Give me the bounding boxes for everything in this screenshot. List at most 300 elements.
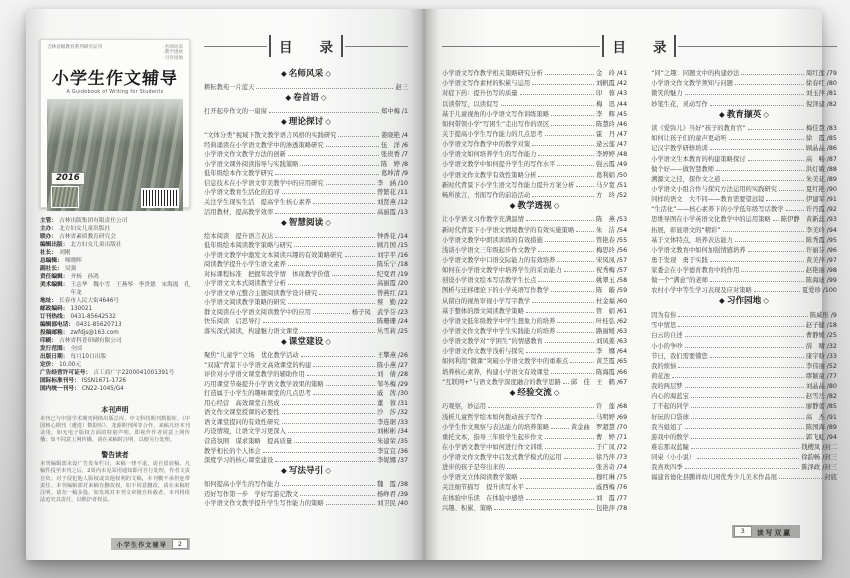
toc-entry — [651, 274, 837, 284]
toc-entry-author-page: 陈小燕 /27 — [376, 361, 408, 369]
dot-leader — [691, 418, 804, 419]
toc-entry-author-page: 曹 婷 /71 — [596, 433, 628, 441]
toc-entry-title: 新时代背景下小学语文情境教学的有效实施策略 — [442, 226, 575, 234]
dot-leader — [748, 160, 804, 161]
toc-entry-title: 我的烦恼 — [651, 362, 677, 370]
toc-entry — [442, 168, 627, 178]
masthead-label: 定价： — [40, 362, 58, 368]
toc-entry-title: 做个好——做智慧教师 — [651, 165, 715, 173]
toc-entry-title: 如何带领小学“写困生”走出写作的误区 — [442, 120, 550, 128]
toc-entry-title: 小学语文写作教学相关策略研究分析 — [442, 70, 543, 78]
left-page — [26, 9, 424, 560]
toc-entry-title: 小学生作文观察与表达能力的培养策略 — [442, 423, 550, 431]
toc-entry — [651, 410, 837, 420]
toc-entry-author-page: 钱樱凤 /封二 — [801, 443, 837, 451]
toc-entry — [651, 132, 837, 142]
toc-entry-title: “生活化”——核心素养下的小学低年级写话教学 — [651, 206, 784, 214]
toc-entry — [651, 152, 837, 162]
toc-entry-title: 低年级绘本阅读教学策略与研究 — [204, 242, 293, 250]
toc-entry-author-page: 刘晶晶 /80 — [805, 383, 837, 391]
toc-entry — [204, 297, 408, 307]
masthead-label: 地址： — [40, 298, 58, 304]
toc-entry-title: “双减”背景下小学语文高效课堂的构建 — [204, 361, 312, 369]
toc-entry — [442, 148, 627, 158]
dot-leader — [532, 196, 594, 197]
toc-entry — [204, 416, 408, 426]
toc-entry-title: 评价对小学语文课堂教学的辅助作用 — [204, 371, 305, 379]
masthead-row — [40, 313, 190, 321]
toc-entry-title: 绘本阅读 提升语言表达 — [204, 232, 274, 240]
toc-entry-title: 在体验中乐读 在体验中感悟 — [442, 494, 524, 502]
toc-entry-author-page: 徐春红 /80 — [805, 80, 837, 88]
toc-entry — [442, 128, 627, 138]
toc-entry-author-page: 丛雪莉 /25 — [376, 328, 408, 336]
toc-entry-title: 打开起步作文的一扇窗 — [204, 108, 267, 116]
toc-entry-author-page: 董 蓉 /31 — [376, 399, 408, 407]
left-page-number: 2 — [172, 539, 188, 549]
dot-leader — [288, 265, 375, 266]
toc-title: 目 录 — [602, 35, 676, 57]
toc-entry-title: 小学语文如何培养学生的写作能力 — [442, 151, 537, 159]
toc-entry — [442, 431, 627, 441]
dot-leader — [288, 303, 375, 304]
cover-series-text: 吉林省级教育系列研究证刊 — [47, 45, 103, 50]
toc-entry-author-page: 陈乐宁 /18 — [376, 261, 408, 269]
toc-entry-author-page: 王攀燕 /26 — [376, 352, 408, 360]
toc-entry-title: 用心经营 高效课堂自然成 — [204, 399, 280, 407]
dot-leader — [538, 155, 594, 156]
dot-leader — [576, 186, 594, 187]
statement-body: 本刊已与中国学术期刊网络出版总库、中文科技期刊数据库、《中国核心期刊（遴选）数据库》、龙源期刊网等合作，来稿凡经本刊录用，如无电子版权方面的特别声明，即视作作者同意上网传播；如不同意上网传播，请在来稿时注明，以便另行处理。 — [40, 416, 190, 444]
toc-title: 目 录 — [269, 35, 343, 57]
dot-leader — [526, 488, 594, 489]
toc-entry-author-page: 伊建军 /91 — [805, 196, 837, 204]
masthead-value: 北方妇女儿童出版社 — [70, 242, 122, 248]
dot-leader — [691, 438, 804, 439]
toc-entry-author-page: 黄金曲 罗超慧 /70 — [570, 423, 628, 431]
toc-entry-author-page: 许 莲 /68 — [596, 403, 628, 411]
dot-leader — [564, 458, 594, 459]
toc-entry — [204, 287, 408, 297]
toc-entry-author-page: 张贵香 /7 — [380, 151, 408, 159]
dot-leader — [282, 423, 375, 424]
masthead-label: 投稿邮箱： — [40, 330, 69, 336]
toc-entry-title: 培养核心素养，构建小学语文有效课堂 — [442, 368, 550, 376]
toc-entry-title: 对症下药：提升仿写的质量 — [442, 90, 518, 98]
dot-leader — [532, 145, 594, 146]
toc-entry — [442, 451, 627, 461]
toc-entry-title: 关于提高小学生写作能力的几点思考 — [442, 130, 543, 138]
toc-entry-author-page: 陈伊静 黄新蕊 /93 — [780, 216, 837, 224]
dot-leader — [576, 231, 594, 232]
toc-entry-author-page: 陈 璇 /59 — [596, 287, 628, 295]
toc-entry-author-page: 宋凤凤 /57 — [596, 257, 628, 265]
toc-entry-author-page: 叶桂弘 /62 — [596, 317, 628, 325]
masthead-value: 10.00元 — [59, 362, 82, 368]
toc-entry-title: “文体分类”视域下散文教学语言风格的实践研究 — [204, 132, 337, 140]
toc-entry-title: 聚焦“儿童学”立场 优化教学活动 — [204, 352, 299, 360]
toc-entry-author-page: 洪灯娥 /88 — [805, 165, 837, 173]
toc-entry — [651, 223, 837, 233]
toc-entry — [442, 244, 627, 254]
toc-entry — [651, 142, 837, 152]
masthead-value: CN22-1045/G4 — [81, 386, 124, 392]
cover-year-label: 2016 — [51, 172, 85, 185]
dot-leader — [294, 246, 375, 247]
toc-entry-author-page: 薛 晴 /32 — [805, 342, 837, 350]
toc-entry-author-page: 祝秀梅 /57 — [596, 267, 628, 275]
dot-leader — [532, 84, 594, 85]
toc-entry-author-page: 金 玲 /41 — [596, 70, 628, 78]
dot-leader — [332, 275, 375, 276]
dot-leader — [300, 495, 375, 496]
toc-entry-author-page: 夏红艳 /90 — [805, 186, 837, 194]
toc-entry-author-page: 刘卫民 /40 — [376, 500, 408, 508]
dot-leader — [313, 394, 375, 395]
toc-entry-author-page: 戚西梅 /76 — [596, 484, 628, 492]
toc-entry-author-page: 李连琚 /33 — [376, 418, 408, 426]
toc-entry-author-page: 顾月国 /15 — [376, 242, 408, 250]
toc-entry-author-page: 徐韵畅 /封三 — [801, 454, 837, 462]
toc-entry-author-page: 徐 霞 /85 — [805, 135, 837, 143]
toc-entry-author-page: 陈秀霞 /95 — [805, 236, 837, 244]
toc-entry — [651, 213, 837, 223]
masthead-value: 0431-85620713 — [76, 322, 122, 328]
masthead-row — [40, 369, 190, 377]
dot-leader — [557, 261, 594, 262]
toc-entry-author-page: 穆红琳 /75 — [596, 474, 628, 482]
toc-header — [204, 35, 408, 57]
toc-entry — [442, 67, 627, 77]
toc-entry-title: 基于整体的群文阅读教学策略 — [442, 307, 524, 315]
toc-entry-title: 如何在小学语文教学中培养学生的采访能力 — [442, 267, 562, 275]
toc-entry-title: 小学语文教学中口语交际能力的有效培养 — [442, 257, 556, 265]
toc-entry — [204, 168, 408, 178]
toc-entry — [204, 249, 408, 259]
toc-entry-author-page: 高 杰 /91 — [805, 413, 837, 421]
masthead-label: 副社长： — [40, 266, 63, 272]
toc-entry-title: 好玩的口袋球 — [651, 413, 689, 421]
toc-entry-title: 耕耘教苑一片蓝天 — [204, 84, 255, 92]
masthead-row — [40, 297, 190, 305]
toc-entry — [204, 278, 408, 288]
toc-entry-author-page: 曾繁花 /11 — [376, 189, 408, 197]
toc-entry-author-page: 陈海霞 /66 — [596, 368, 628, 376]
toc-entry — [442, 108, 627, 118]
dot-leader — [685, 347, 804, 348]
toc-entry — [204, 240, 408, 250]
dot-leader — [288, 284, 375, 285]
toc-entry-author-page: 朱美花 /89 — [805, 175, 837, 183]
masthead-label: 美术编辑： — [40, 282, 69, 288]
dot-leader — [685, 94, 804, 95]
toc-entry-title: 阅读教学提升小学生语文素养 — [204, 261, 286, 269]
toc-entry-title: 关注细节描写 提升读写水平 — [442, 484, 524, 492]
toc-entry-author-page: 高丽霞 /13 — [376, 208, 408, 216]
toc-entry — [651, 319, 837, 329]
dot-leader — [545, 438, 594, 439]
masthead-value: zwfdjs@163.com — [70, 330, 119, 336]
toc-entry — [651, 234, 837, 244]
toc-entry-title: 小学语文作文教学中启发式教学模式的运用 — [442, 454, 562, 462]
toc-entry — [442, 502, 627, 512]
toc-entry-author-page: 刘 霞 /77 — [596, 494, 628, 502]
toc-entry-title: 浅谈小学语文三年级起步作文教学 — [442, 246, 537, 254]
toc-entry-title: 小学语文作文教学方法的创新 — [204, 151, 286, 159]
toc-entry-author-page: 张善奇 /74 — [596, 464, 628, 472]
toc-entry — [204, 350, 408, 360]
toc-entry — [204, 187, 408, 197]
toc-entry-author-page: 朱建荣 /35 — [376, 438, 408, 445]
toc-entry — [651, 421, 837, 431]
toc-entry-title: 巧设情境，让语文学习更深入 — [204, 428, 286, 436]
toc-entry-title: 群文阅读在小学语文阅读教学中的应用 — [204, 308, 312, 316]
toc-entry — [442, 355, 627, 365]
toc-entry — [651, 254, 837, 264]
toc-entry-author-page: 陈 婷 /8 — [380, 160, 408, 168]
dot-leader — [300, 165, 379, 166]
masthead-row — [40, 345, 190, 353]
toc-entry-title: 迈好写作第一步 学好写游记散文 — [204, 490, 299, 498]
toc-entry — [442, 491, 627, 501]
masthead-value: 刘刚 — [59, 250, 71, 256]
toc-entry — [204, 106, 408, 116]
dot-leader — [520, 94, 594, 95]
toc-entry-title: 因为有你 — [651, 312, 677, 320]
toc-entry-author-page: 李 涵 /10 — [376, 179, 408, 187]
toc-entry-title: 教学相长的个人体会 — [204, 447, 261, 455]
dot-leader — [326, 146, 379, 147]
toc-entry-author-page: 李 娜 /64 — [596, 348, 628, 356]
toc-entry — [204, 445, 408, 455]
dot-leader — [722, 180, 804, 181]
toc-entry-title: 小学语文课外阅读指导与实践策略 — [204, 160, 299, 168]
toc-entry-author-page: 于广凤 /72 — [596, 443, 628, 451]
dot-leader — [678, 367, 804, 368]
toc-entry-title: 关注学生现实生活 提高学生核心素养 — [204, 198, 312, 206]
toc-entry-author-page: 邹冬梅 /29 — [376, 380, 408, 388]
toc-entry — [651, 264, 837, 274]
dot-leader — [691, 397, 804, 398]
toc-entry-title: 小学语文阅读教学策略的研究 — [204, 299, 286, 307]
toc-entry-author-page: 伍 洋 /6 — [380, 141, 408, 149]
toc-entry-title: 读《爱弥儿》当好“孩子的教育官” — [651, 125, 746, 133]
toc-entry-author-page: 廖静蕾 /85 — [805, 403, 837, 411]
toc-entry-title: “互联网+”与语文教学深度融合的教学思路 — [442, 378, 561, 386]
toc-entry-title: 福建省德化县鹏祥幼儿园优秀少儿美术作品展 — [651, 474, 778, 482]
toc-entry-author-page: 曹静媛 /25 — [805, 332, 837, 340]
toc-entry-title: 如何利用“微课”突破小学语文教学中的重难点 — [442, 358, 569, 366]
masthead-row — [40, 249, 190, 257]
dot-leader — [545, 342, 594, 343]
cover-topline — [47, 45, 183, 61]
masthead-row — [40, 353, 190, 361]
right-page-inner — [424, 9, 850, 560]
masthead-value: 长春市人民大街4646号 — [59, 298, 120, 304]
toc-entry-author-page: 蔡 勤 /22 — [376, 299, 408, 307]
toc-entry-title: 溯源文之径，探作文之道 — [651, 175, 721, 183]
toc-entry-author-page: 赵三 — [395, 84, 408, 92]
toc-entry-title: 小学语文生本教育的构建策略探讨 — [651, 155, 746, 163]
dot-leader — [773, 220, 779, 221]
dot-leader — [288, 155, 379, 156]
dot-leader — [685, 428, 804, 429]
masthead-row — [40, 305, 190, 313]
toc-entry-title: 小学语文写作教学中的教学对策 — [442, 141, 531, 149]
toc-entry-author-page: 陈 燕 /53 — [596, 216, 628, 224]
dot-leader — [488, 407, 594, 408]
dot-leader — [501, 105, 594, 106]
toc-entries-left — [204, 67, 408, 507]
dot-leader — [526, 352, 594, 353]
dot-leader — [551, 373, 594, 374]
toc-entry-title: 如何让孩子们的童声更动听 — [651, 135, 727, 143]
dot-leader — [748, 251, 804, 252]
dot-leader — [564, 271, 594, 272]
toc-entry — [204, 359, 408, 369]
toc-entry-title: 小学语文文本式阅读教学分析 — [204, 280, 286, 288]
toc-entry — [204, 397, 408, 407]
toc-entry-author-page: 印 蓉 /43 — [596, 90, 628, 98]
dot-leader — [282, 404, 375, 405]
dot-leader — [326, 385, 375, 386]
masthead-row — [40, 225, 190, 233]
dot-leader — [313, 203, 375, 204]
toc-entry — [442, 274, 627, 284]
toc-entry-title: 新时代背景下小学生语文写作能力提升方案分析 — [442, 181, 575, 189]
toc-entry — [442, 77, 627, 87]
toc-entry — [651, 309, 837, 319]
toc-entry-author-page: 赵子健 /18 — [805, 322, 837, 330]
toc-entry-title: 创设小学语文绘本写话教学生长点 — [442, 277, 537, 285]
toc-entry-title: 小学语文作文教学中学生实践能力的培养 — [442, 328, 556, 336]
toc-entry — [204, 316, 408, 326]
dot-leader — [313, 366, 375, 367]
dot-leader — [710, 105, 804, 106]
toc-entry — [442, 461, 627, 471]
toc-entry — [651, 329, 837, 339]
toc-section-title: ◆ 名师风采 ◇ — [204, 67, 408, 82]
toc-entry-title: 巧观察，妙运用 — [442, 403, 487, 411]
toc-entry — [204, 426, 408, 436]
masthead-row — [40, 329, 190, 337]
toc-entry-author-page: 刘贤燕 /12 — [376, 198, 408, 206]
toc-section-title: ◆ 理论探讨 ◇ — [204, 115, 408, 130]
toc-entry — [442, 335, 627, 345]
toc-entry — [442, 376, 627, 386]
toc-entry-title: 小学语文教学中如何提升学生的写作水平 — [442, 161, 556, 169]
toc-entry — [651, 431, 837, 441]
toc-entry-title: 浅析儿童哲学绘本如何拨动孩子写作 — [442, 413, 543, 421]
toc-entry-author-page: 陈威彤 /9 — [809, 312, 837, 320]
toc-entry — [204, 455, 408, 465]
toc-entry-author-page: 陈海迪 /99 — [805, 277, 837, 285]
toc-entry-author-page: 刘玉萍 /81 — [805, 90, 837, 98]
toc-entry-title: 做一个“满意”的老师 — [651, 277, 708, 285]
toc-entry-author-page: 高丽霞 /20 — [376, 280, 408, 288]
dot-leader — [691, 407, 804, 408]
toc-entry-author-page: 刘宇平 /16 — [376, 251, 408, 259]
toc-entry-title: 小学语文立体阅读教学策略 — [442, 474, 518, 482]
right-page-number: 3 — [734, 526, 752, 537]
toc-entry — [204, 407, 408, 417]
toc-entry-title: 营造氛围 谋求策略 提高质量 — [204, 438, 293, 445]
masthead-value: 每月10日出版 — [70, 354, 107, 360]
masthead-label: 发行范围： — [40, 346, 69, 352]
toc-entry-title: 打造属于小学生的趣味课堂的几点思考 — [204, 390, 312, 398]
toc-column-left — [194, 9, 424, 560]
toc-entry-title: 让小学语文习作教学充满温情 — [442, 216, 524, 224]
toc-entry — [651, 380, 837, 390]
dot-leader — [735, 241, 804, 242]
toc-entry — [442, 284, 627, 294]
dot-leader — [741, 271, 804, 272]
toc-entry — [204, 230, 408, 240]
dot-leader — [710, 261, 804, 262]
toc-entry-author-page: 戚 茜 /30 — [376, 390, 408, 398]
toc-entry-title: 信息技术在小学语文审美教学中的应用研究 — [204, 179, 324, 187]
toc-entry-title: 小学语文作文教学有效性策略分析 — [442, 171, 537, 179]
toc-section-title: ◆ 课堂建设 ◇ — [204, 335, 408, 350]
toc-entry-title: 我的两层梦 — [651, 383, 683, 391]
masthead-value: 130021 — [70, 306, 93, 312]
toc-entry-title: 内心的海蓝宝 — [651, 393, 689, 401]
dot-leader — [741, 74, 803, 75]
toc-entry-author-page: 陈国海 /89 — [805, 423, 837, 431]
toc-entry-title: 小学语文小组合作与探究方法运用的实践研究 — [651, 186, 778, 194]
toc-entry-title: 同桌（小小说） — [651, 454, 696, 462]
toc-entry-title: 语文课堂提问的有效性研究 — [204, 418, 280, 426]
toc-entry-author-page: 倪泽建 /82 — [805, 100, 837, 108]
masthead-row — [40, 265, 190, 273]
cover-highlights: ·名师风采 ·教学透视 ·习作园地 — [163, 45, 183, 61]
toc-entry-author-page: 黄芝霞 /65 — [596, 358, 628, 366]
dot-leader — [282, 193, 375, 194]
toc-entry-author-page: 包艳萍 /78 — [596, 504, 628, 512]
toc-entry — [204, 206, 408, 216]
toc-entry — [204, 158, 408, 168]
dot-leader — [275, 461, 375, 462]
toc-entry-title: 低年级绘本作文教学研究 — [204, 170, 274, 178]
dot-leader — [685, 468, 800, 469]
toc-entry — [204, 130, 408, 140]
dot-leader — [526, 499, 594, 500]
toc-entry-title: 小学语文教育生活化的追寻 — [204, 189, 280, 197]
right-page-columns — [442, 67, 837, 552]
dot-leader — [526, 312, 594, 313]
dot-leader — [710, 149, 804, 150]
toc-entry-title: 从留白的视角审视小学写字教学 — [442, 297, 531, 305]
toc-entry — [442, 118, 627, 128]
dot-leader — [263, 322, 375, 323]
toc-entry — [204, 177, 408, 187]
dot-leader — [557, 322, 594, 323]
dot-leader — [545, 418, 594, 419]
toc-entry-author-page: 李 辉 /45 — [596, 110, 628, 118]
toc-entry-author-page: 高 畅 /87 — [805, 155, 837, 163]
toc-entry — [204, 488, 408, 498]
statement-title: 本刊声明 — [101, 406, 129, 414]
masthead-value: 吉林出版集团有限责任公司 — [59, 218, 128, 224]
toc-entry-title: 荷花池 — [651, 372, 670, 380]
masthead-label: 责任编辑： — [40, 274, 69, 280]
toc-entry-author-page: 赵艳丽 /98 — [805, 267, 837, 275]
toc-entry — [651, 370, 837, 380]
toc-entry-author-page: 康宇晗 /33 — [805, 352, 837, 360]
toc-entry — [204, 388, 408, 398]
toc-entry — [651, 122, 837, 132]
toc-entry-title: 了不起的同学 — [651, 403, 689, 411]
